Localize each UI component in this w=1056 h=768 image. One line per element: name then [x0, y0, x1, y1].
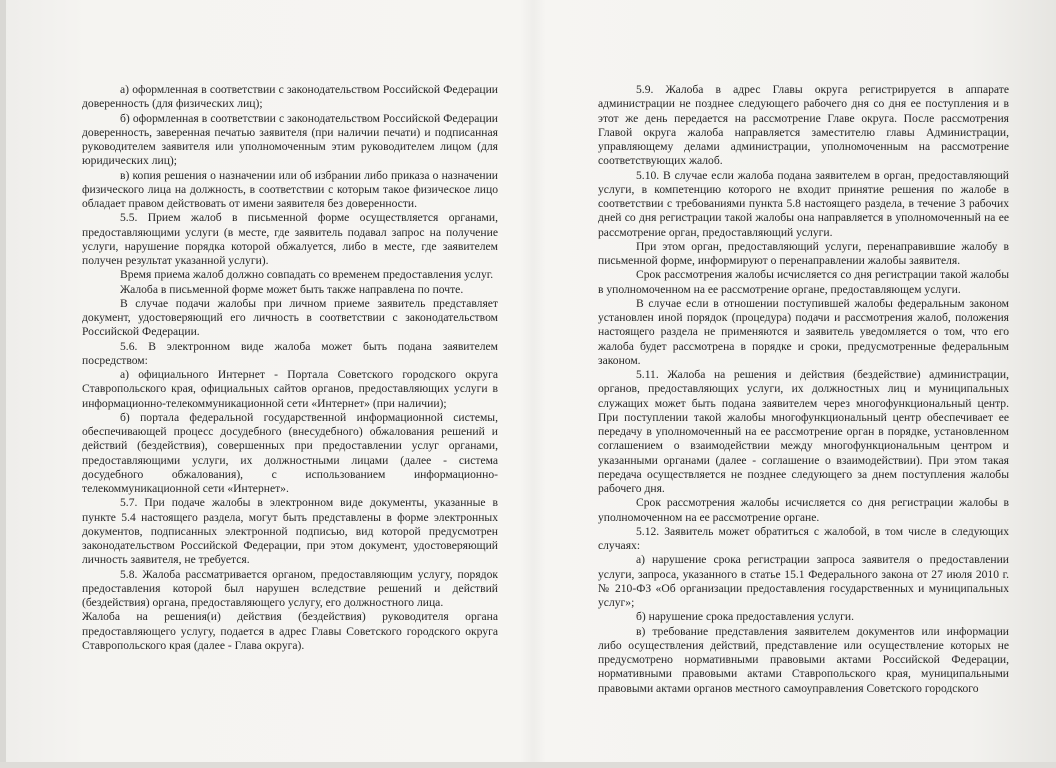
- left-column: [82, 83, 498, 653]
- paragraph: б) оформленная в соответствии с законодательством Российской Федерации доверенность, заверенная печатью заявителя (при наличии печати) и подписанная руководителем заявителя или уполномоченным этим руководителем лицом (для юридических лиц);: [82, 111, 498, 168]
- paragraph: а) оформленная в соответствии с законодательством Российской Федерации доверенность (для физических лиц);: [82, 83, 498, 111]
- scan-edge-left: [0, 0, 6, 768]
- paragraph: 5.9. Жалоба в адрес Главы округа регистрируется в аппарате администрации не позднее следующего рабочего дня со дня ее поступления и в этот же день передается на рассмотрение Главе округа. После рассмотрения Главой округа жалоба направляется заместителю главы Администрации, управляющему делами администрации, уполномоченным на рассмотрение соответствующих жалоб.: [598, 83, 1009, 168]
- paragraph: В случае подачи жалобы при личном приеме заявитель представляет документ, удостоверяющий его личность в соответствии с законодательством Российской Федерации.: [82, 296, 498, 339]
- right-column: [598, 83, 1009, 696]
- paragraph: В случае если в отношении поступившей жалобы федеральным законом установлен иной порядок (процедура) подачи и рассмотрения жалоб, положения настоящего раздела не применяются и заявитель уведомляется о том, что его жалоба будет рассмотрена в порядке и сроки, предусмотренные федеральным законом.: [598, 296, 1009, 367]
- paragraph: в) копия решения о назначении или об избрании либо приказа о назначении физического лица на должность, в соответствии с которым такое физическое лицо обладает правом действовать от имени заявителя без доверенности.: [82, 168, 498, 210]
- page-fold: [520, 0, 546, 768]
- paragraph: 5.5. Прием жалоб в письменной форме осуществляется органами, предоставляющими услуги (в месте, где заявитель подавал запрос на получение услуги, нарушение порядка которой обжалуется, либо в месте, где заявителем получен результат указанной услуги).: [82, 211, 498, 267]
- paragraph: б) портала федеральной государственной информационной системы, обеспечивающей процесс досудебного (внесудебного) обжалования решений и действий (бездействия), совершенных при предоставлении услуг органами, предоставляющими услуги, их должностными лицами (далее - система досудебного обжалования), с использованием информационно-телекоммуникационной сети «Интернет».: [82, 410, 498, 495]
- paragraph: а) нарушение срока регистрации запроса заявителя о предоставлении услуги, запроса, указанного в статье 15.1 Федерального закона от 27 июля 2010 г. № 210-ФЗ «Об организации предоставления государственных и муниципальных услуг»;: [598, 553, 1009, 609]
- paragraph: 5.8. Жалоба рассматривается органом, предоставляющим услугу, порядок предоставления которой был нарушен вследствие решений и действий (бездействия) органа, предоставляющего услугу, его должностного лица.: [82, 567, 498, 609]
- paragraph: При этом орган, предоставляющий услуги, перенаправившие жалобу в письменной форме, информируют о перенаправлении жалобы заявителя.: [598, 239, 1009, 267]
- paragraph: Срок рассмотрения жалобы исчисляется со дня регистрации жалобы в уполномоченном на ее рассмотрение органе.: [598, 496, 1009, 524]
- paragraph: Время приема жалоб должно совпадать со временем предоставления услуг.: [120, 268, 494, 282]
- paragraph: 5.10. В случае если жалоба подана заявителем в орган, предоставляющий услуги, в компетенцию которого не входит принятие решения по жалобе в соответствии с требованиями пункта 5.8 настоящего раздела, в течение 3 рабочих дней со дня регистрации такой жалобы она направляется в уполномоченный на ее рассмотрение орган, предоставляющий услуги.: [598, 168, 1009, 239]
- paragraph: 5.11. Жалоба на решения и действия (бездействие) администрации, органов, предоставляющих услуги, их должностных лиц и муниципальных служащих может быть подана заявителем через многофункциональный центр. При поступлении такой жалобы многофункциональный центр обеспечивает ее передачу в уполномоченный на ее рассмотрение орган в порядке, установленном соглашением о взаимодействии между многофункциональным центром и указанными органами (далее - соглашение о взаимодействии). При этом такая передача осуществляется не позднее следующего за днем поступления жалобы рабочего дня.: [598, 368, 1009, 495]
- paragraph: Срок рассмотрения жалобы исчисляется со дня регистрации такой жалобы в уполномоченном на ее рассмотрение органе, предоставляющем услуги.: [598, 268, 1009, 296]
- paragraph: 5.12. Заявитель может обратиться с жалобой, в том числе в следующих случаях:: [598, 524, 1009, 552]
- paragraph: а) официального Интернет - Портала Советского городского округа Ставропольского края, официальных сайтов органов, предоставляющих услуги в информационно-телекоммуникационной сети «Интернет» (при наличии);: [82, 368, 498, 410]
- paragraph: б) нарушение срока предоставления услуги.: [636, 610, 854, 624]
- paragraph: в) требование представления заявителем документов или информации либо осуществления действий, представление или осуществление которых не предусмотрено нормативными правовыми актами Российской Федерации, нормативными правовыми актами Ставропольского края, муниципальными правовыми актами органов местного самоуправления Советского городского: [598, 624, 1009, 695]
- scan-edge-bottom: [0, 762, 1056, 768]
- paragraph: Жалоба в письменной форме может быть также направлена по почте.: [120, 282, 464, 296]
- paragraph: 5.7. При подаче жалобы в электронном виде документы, указанные в пункте 5.4 настоящего раздела, могут быть представлены в форме электронных документов, подписанных электронной подписью, вид которой предусмотрен законодательством Российской Федерации, при этом документ, удостоверяющий личность заявителя, не требуется.: [82, 496, 498, 567]
- paragraph: 5.6. В электронном виде жалоба может быть подана заявителем посредством:: [82, 339, 498, 367]
- paragraph: Жалоба на решения(и) действия (бездействия) руководителя органа предоставляющего услугу, подается в адрес Главы Советского городского округа Ставропольского края (далее - Глава округа).: [82, 610, 498, 652]
